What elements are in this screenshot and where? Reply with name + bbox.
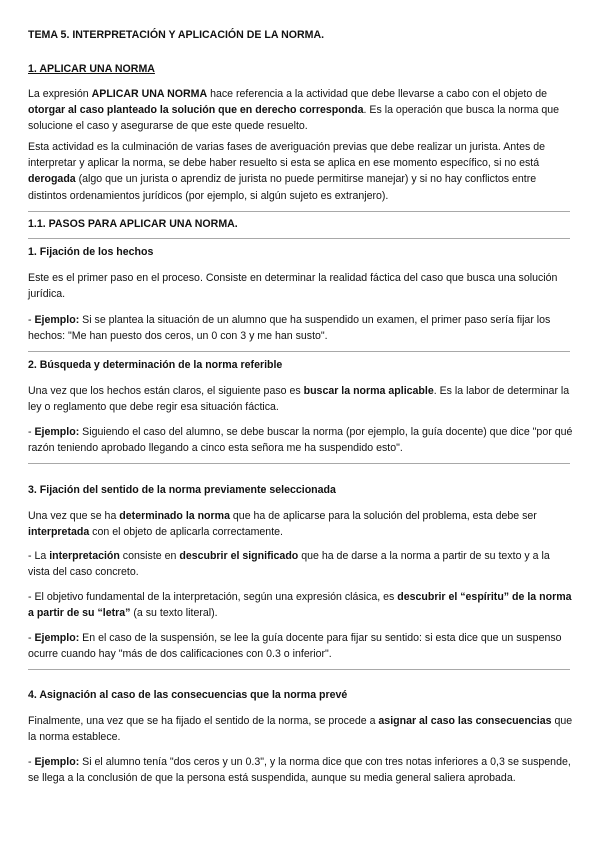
divider: [28, 238, 570, 239]
step-4-paragraph: Finalmente, una vez que se ha fijado el sentido de la norma, se procede a asignar al caso las consecuencias que la norma establece.: [28, 715, 573, 744]
step-1-paragraph: Este es el primer paso en el proceso. Consiste en determinar la realidad fáctica del caso que busca una solución jurídica.: [28, 272, 558, 301]
step-2-paragraph: Una vez que los hechos están claros, el siguiente paso es buscar la norma aplicable. Es la labor de determinar la ley o reglamento que debe regir esa situación fáctica.: [28, 385, 570, 414]
section-heading-pasos: 1.1. PASOS PARA APLICAR UNA NORMA.: [28, 218, 238, 230]
step-3-paragraph: Una vez que se ha determinado la norma que ha de aplicarse para la solución del problema, esta debe ser interpretada con el objeto de aplicarla correctamente.: [28, 510, 537, 539]
divider: [28, 463, 570, 464]
step-1-heading: 1. Fijación de los hechos: [28, 246, 154, 258]
step-3-interpretation: - La interpretación consiste en descubrir el significado que ha de darse a la norma a partir de su texto y a la vista del caso concreto.: [28, 550, 550, 579]
divider: [28, 669, 570, 670]
document-title: TEMA 5. INTERPRETACIÓN Y APLICACIÓN DE LA NORMA.: [28, 29, 325, 41]
divider: [28, 211, 570, 212]
paragraph-culmination: Esta actividad es la culminación de varias fases de averiguación previas que debe realizar un jurista. Antes de interpretar y aplicar la norma, se debe haber resuelto si esta se aplica en ese momento específico, si no está derogada (algo que un jurista o aprendiz de jurista no puede permitirse manejar) y si no hay conflictos entre distintos ordenamientos jurídicos (por ejemplo, si algún sujeto es extranjero).: [28, 141, 546, 202]
step-3-objective: - El objetivo fundamental de la interpretación, según una expresión clásica, es descubrir el “espíritu” de la norma a partir de su “letra” (a su texto literal).: [28, 591, 572, 620]
step-1-example: - Ejemplo: Si se plantea la situación de un alumno que ha suspendido un examen, el primer paso sería fijar los hechos: "Me han puesto dos ceros, un 0 con 3 y me han susto".: [28, 314, 551, 343]
step-4-example: - Ejemplo: Si el alumno tenía "dos ceros y un 0.3", y la norma dice que con tres notas inferiores a 0,3 se suspende, se llega a la conclusión de que la persona está suspendida, aunque su media general saliera aprobada.: [28, 756, 571, 785]
paragraph-definition: La expresión APLICAR UNA NORMA hace referencia a la actividad que debe llevarse a cabo con el objeto de otorgar al caso planteado la solución que en derecho corresponda. Es la operación que busca la norma que solucione el caso y asegurarse de que este quede resuelto.: [28, 88, 560, 133]
divider: [28, 351, 570, 352]
step-4-heading: 4. Asignación al caso de las consecuencias que la norma prevé: [28, 689, 348, 701]
section-heading-aplicar: 1. APLICAR UNA NORMA: [28, 63, 155, 75]
step-3-example: - Ejemplo: En el caso de la suspensión, se lee la guía docente para fijar su sentido: si esta dice que un suspenso ocurre cuando hay "más de dos calificaciones con 0.3 o inferior".: [28, 632, 562, 661]
step-2-heading: 2. Búsqueda y determinación de la norma referible: [28, 359, 283, 371]
step-3-heading: 3. Fijación del sentido de la norma previamente seleccionada: [28, 484, 336, 496]
step-2-example: - Ejemplo: Siguiendo el caso del alumno, se debe buscar la norma (por ejemplo, la guía docente) que dice "por qué razón teniendo aprobado llegando a cinco esta señora me ha suspendido esto".: [28, 426, 573, 455]
